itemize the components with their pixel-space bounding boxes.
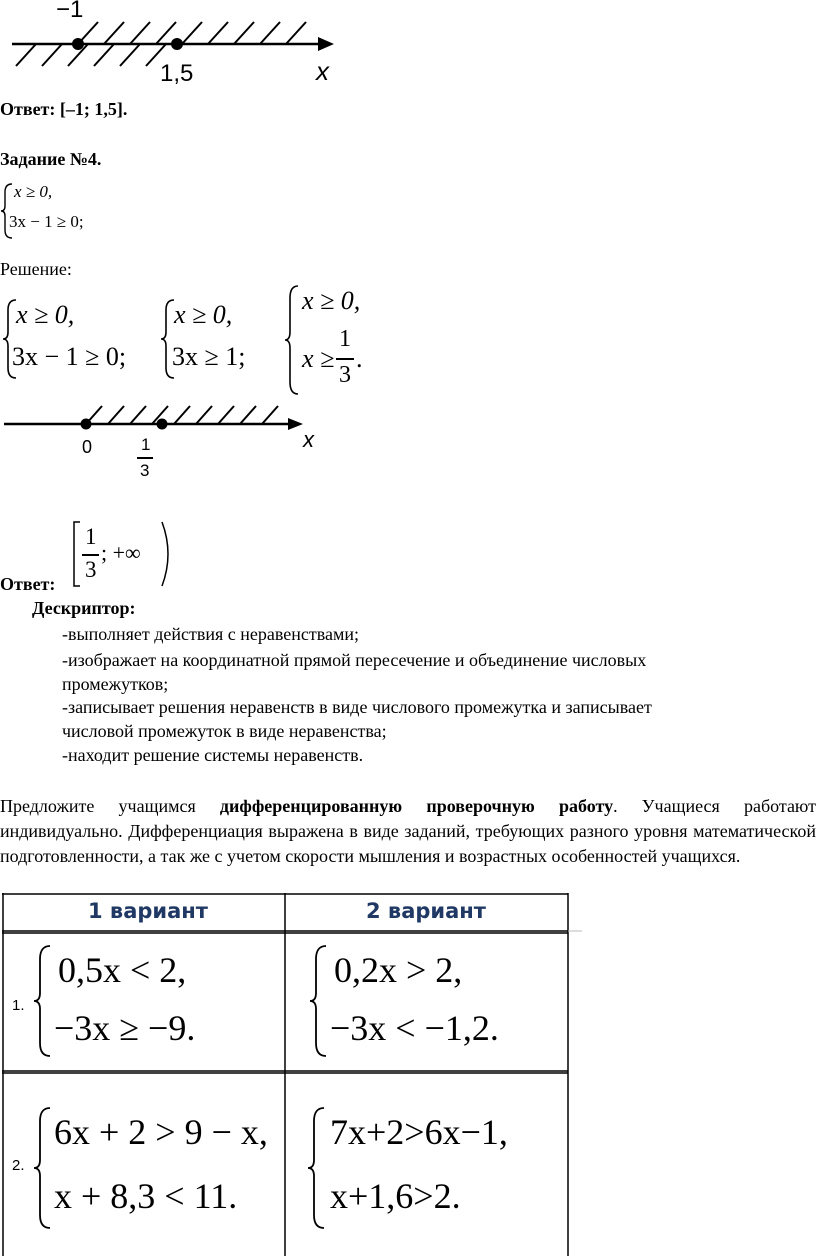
r2v2-line-1: 7x+2>6x−1, — [330, 1112, 508, 1152]
step3-brace — [284, 284, 300, 396]
step3-fraction-num: 1 — [339, 326, 351, 352]
intro-paragraph — [0, 794, 816, 869]
nl2-fraction-bar — [137, 457, 153, 459]
nl2-label-zero: 0 — [82, 437, 93, 457]
paragraph-part-2: . Учащиеся работают индивидуально. Дифференциация выражена в виде заданий, требующих разного уровня математической подготовленности, а так же с учетом скорости мышления и возрастных особенностей учащихся. — [0, 796, 816, 866]
system-line-2: 3x − 1 ≥ 0; — [9, 212, 84, 231]
system-line-1: x ≥ 0, — [14, 182, 53, 201]
task4-system — [0, 182, 120, 242]
task4-title: Задание №4. — [0, 149, 102, 169]
descriptor-line-4: -записывает решения неравенств в виде числового промежутка и записывает — [62, 697, 652, 717]
r1v2-line-1: 0,2x > 2, — [334, 950, 463, 990]
row-2-variant-2 — [306, 1105, 566, 1235]
paragraph-bold: дифференцированную проверочную работу — [219, 796, 614, 816]
r2v2-brace — [306, 1105, 326, 1231]
r2v1-line-2: x + 8,3 < 11. — [54, 1176, 238, 1216]
step1-line-1: x ≥ 0, — [16, 300, 75, 329]
solution-label: Решение: — [0, 259, 72, 279]
descriptor-line-1: -выполняет действия с неравенствами; — [62, 624, 360, 644]
descriptor-line-6: -находит решение системы неравенств. — [62, 745, 364, 765]
step3-fraction-bar — [336, 358, 354, 360]
step3-line-2: x ≥ — [302, 344, 335, 373]
header-variant-2: 2 вариант — [366, 899, 486, 923]
variants-table — [2, 893, 570, 1256]
answer-4-label: Ответ: — [0, 574, 56, 594]
step3-fraction-den: 3 — [339, 362, 351, 388]
number-line-1 — [0, 0, 340, 100]
point-label-minus1: −1 — [56, 0, 84, 23]
row-1-variant-1 — [32, 943, 272, 1063]
descriptor-title: Дескриптор: — [32, 598, 136, 618]
solution-step-1 — [2, 298, 152, 383]
descriptor-line-5: числовой промежуток в виде неравенства; — [62, 721, 387, 741]
r1v1-line-1: 0,5x < 2, — [58, 950, 187, 990]
r2v1-line-1: 6x + 2 > 9 − x, — [54, 1112, 268, 1152]
step2-line-1: x ≥ 0, — [174, 300, 233, 329]
header-variant-1: 1 вариант — [88, 899, 208, 923]
step3-line-1: x ≥ 0, — [302, 286, 361, 315]
point-label-1-5: 1,5 — [160, 60, 194, 87]
paragraph-part-1: Предложите учащимся — [0, 796, 220, 816]
row-2-variant-1 — [32, 1105, 282, 1235]
nl2-label-num: 1 — [141, 435, 151, 454]
row-1-number: 1. — [12, 997, 25, 1014]
r1v1-brace — [32, 943, 52, 1059]
solution-step-2 — [160, 298, 280, 383]
r1v2-line-2: −3x < −1,2. — [330, 1008, 499, 1048]
descriptor-line-3: промежутков; — [62, 674, 169, 694]
r1v1-line-2: −3x ≥ −9. — [54, 1008, 196, 1048]
nl2-axis-label-x: x — [303, 427, 314, 452]
axis-label-x: x — [316, 56, 329, 86]
row-1-variant-2 — [308, 943, 558, 1063]
answer-4-num: 1 — [85, 524, 97, 549]
answer-4-den: 3 — [85, 557, 97, 582]
solution-step-3 — [284, 282, 394, 402]
nl2-label-den: 3 — [140, 461, 150, 480]
descriptor-line-2: -изображает на координатной прямой пересечение и объединение числовых — [62, 650, 647, 670]
row-2-number: 2. — [12, 1157, 25, 1174]
step1-line-2: 3x − 1 ≥ 0; — [12, 342, 127, 371]
answer-4-interval — [70, 520, 180, 592]
r2v1-brace — [32, 1105, 52, 1231]
answer-4-bar — [82, 554, 99, 556]
step3-period: . — [356, 344, 363, 373]
step2-line-2: 3x ≥ 1; — [172, 342, 246, 371]
number-line-2 — [0, 395, 330, 495]
answer-4-rest: ; +∞ — [101, 540, 141, 565]
answer-1: Ответ: [–1; 1,5]. — [0, 99, 128, 119]
number-line-2-graphic — [0, 395, 330, 495]
r1v2-brace — [308, 943, 328, 1059]
r2v2-line-2: x+1,6>2. — [330, 1176, 461, 1216]
